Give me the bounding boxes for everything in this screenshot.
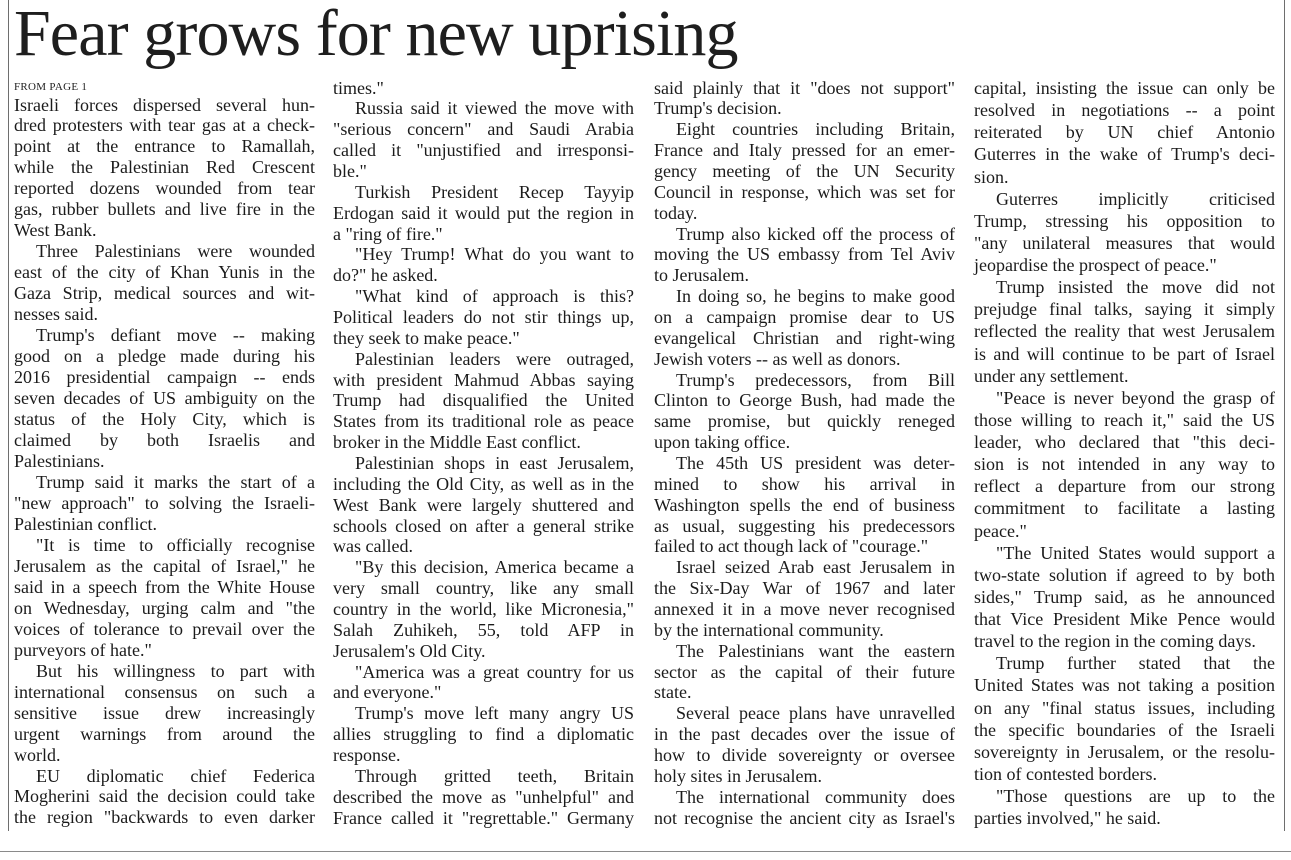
text-line: The international community does bbox=[676, 786, 955, 807]
paragraph bbox=[974, 77, 1275, 188]
headline: Fear grows for new uprising bbox=[14, 0, 738, 70]
text-line: upon taking office. bbox=[654, 432, 791, 453]
text-line: parties involved," he said. bbox=[974, 808, 1161, 829]
text-line: called it "unjustified and irresponsi- bbox=[333, 140, 634, 161]
paragraph bbox=[654, 641, 955, 704]
paragraph bbox=[974, 652, 1275, 785]
text-line: failed to act though lack of "courage." bbox=[654, 536, 929, 557]
text-line: sion. bbox=[974, 166, 1009, 187]
text-line: response. bbox=[333, 745, 401, 765]
text-line: times." bbox=[333, 77, 384, 98]
text-line: Trump's predecessors, from Bill bbox=[676, 369, 955, 390]
text-line: Trump also kicked off the process of bbox=[676, 223, 955, 244]
paragraph bbox=[333, 703, 634, 766]
text-line: Guterres in the wake of Trump's deci- bbox=[974, 144, 1275, 165]
text-line: holy sites in Jerusalem. bbox=[654, 765, 822, 786]
text-line: in the past decades over the issue of bbox=[654, 724, 955, 745]
text-line: broker in the Middle East conflict. bbox=[333, 432, 581, 453]
text-line: reiterated by UN chief Antonio bbox=[974, 122, 1275, 143]
text-line: Washington spells the end of business bbox=[654, 494, 955, 515]
text-line: said in a speech from the White House bbox=[14, 576, 315, 597]
paragraph bbox=[974, 188, 1275, 277]
text-line: But his willingness to part with bbox=[36, 660, 315, 681]
text-line: the region "backwards to even darker bbox=[14, 807, 315, 828]
text-line: Eight countries including Britain, bbox=[676, 119, 955, 140]
paragraph bbox=[14, 241, 315, 325]
text-line: Turkish President Recep Tayyip bbox=[355, 181, 634, 202]
text-line: sion is not intended in any way to bbox=[974, 454, 1275, 475]
text-line: Jerusalem's Old City. bbox=[333, 640, 486, 661]
paragraph bbox=[333, 98, 634, 181]
text-line: Trump, stressing his opposition to bbox=[974, 210, 1275, 231]
text-line: the specific boundaries of the Israeli bbox=[974, 719, 1275, 740]
paragraph bbox=[333, 662, 634, 704]
text-line: "America was a great country for us bbox=[355, 661, 634, 682]
text-line: with president Mahmud Abbas saying bbox=[333, 369, 634, 390]
jump-label: FROM PAGE 1 bbox=[14, 81, 88, 93]
article-column-3 bbox=[654, 78, 955, 829]
text-line: reflected the reality that west Jerusalem bbox=[974, 321, 1275, 342]
paragraph bbox=[654, 224, 955, 287]
article-column-1 bbox=[14, 80, 315, 828]
text-line: Jerusalem as the capital of Israel," he bbox=[14, 555, 315, 576]
text-line: Trump said it marks the start of a bbox=[36, 471, 315, 492]
text-line: resolved in negotiations -- a point bbox=[974, 100, 1275, 121]
text-line: state. bbox=[654, 682, 692, 703]
text-line: Guterres implicitly criticised bbox=[996, 188, 1275, 209]
paragraph bbox=[654, 370, 955, 453]
text-line: travel to the region in the coming days. bbox=[974, 631, 1256, 652]
text-line: moving the US embassy from Tel Aviv bbox=[654, 244, 955, 265]
text-line: while the Palestinian Red Crescent bbox=[14, 157, 315, 178]
paragraph bbox=[974, 276, 1275, 387]
paragraph bbox=[333, 453, 634, 557]
text-line: not recognise the ancient city as Israel's bbox=[654, 807, 955, 828]
article-column-4 bbox=[974, 77, 1275, 829]
text-line: leader, who declared that "this deci- bbox=[974, 432, 1275, 452]
text-line: two-state solution if agreed to by both bbox=[974, 564, 1275, 585]
text-line: "Hey Trump! What do you want to bbox=[355, 244, 634, 265]
text-line: "What kind of approach is this? bbox=[355, 286, 634, 307]
text-line: "serious concern" and Saudi Arabia bbox=[333, 119, 634, 140]
text-line: EU diplomatic chief Federica bbox=[36, 765, 315, 786]
text-line: sensitive issue drew increasingly bbox=[14, 702, 315, 723]
paragraph bbox=[654, 78, 955, 120]
text-line: "By this decision, America became a bbox=[355, 557, 634, 578]
text-line: urgent warnings from around the bbox=[14, 723, 315, 744]
paragraph bbox=[654, 119, 955, 223]
text-line: to Jerusalem. bbox=[654, 265, 749, 286]
text-line: Palestinian conflict. bbox=[14, 513, 157, 534]
text-line: West Bank were largely shuttered and bbox=[333, 494, 634, 515]
text-line: jeopardise the prospect of peace." bbox=[974, 255, 1217, 275]
paragraph bbox=[333, 78, 634, 99]
text-line: Three Palestinians were wounded bbox=[36, 241, 315, 262]
text-line: "new approach" to solving the Israeli- bbox=[14, 492, 315, 513]
text-line: Russia said it viewed the move with bbox=[355, 98, 634, 119]
text-line: good on a pledge made during his bbox=[14, 346, 315, 367]
text-line: Trump further stated that the bbox=[996, 653, 1275, 674]
text-line: on Wednesday, urging calm and "the bbox=[14, 597, 315, 618]
text-line: voices of tolerance to prevail over the bbox=[14, 618, 315, 639]
text-line: on a campaign promise dear to US bbox=[654, 306, 955, 327]
text-line: sector as the capital of their future bbox=[654, 661, 955, 682]
text-line: by the international community. bbox=[654, 619, 884, 640]
text-line: prejudge final talks, saying it simply bbox=[974, 299, 1275, 320]
text-line: was called. bbox=[333, 536, 413, 557]
text-line: very small country, like any small bbox=[333, 578, 634, 599]
text-line: Israel seized Arab east Jerusalem in bbox=[676, 557, 955, 578]
text-line: "The United States would support a bbox=[996, 542, 1275, 563]
text-line: gas, rubber bullets and live fire in the bbox=[14, 199, 315, 220]
text-line: Council in response, which was set for bbox=[654, 181, 955, 202]
text-line: Palestinian shops in east Jerusalem, bbox=[355, 452, 634, 473]
text-line: annexed it in a move never recognised bbox=[654, 598, 955, 619]
text-line: reflect a departure from our strong bbox=[974, 476, 1275, 497]
text-line: including the Old City, as well as in the bbox=[333, 473, 634, 494]
text-line: the Six-Day War of 1967 and later bbox=[654, 578, 955, 599]
text-line: Trump's defiant move -- making bbox=[36, 325, 315, 346]
text-line: Jewish voters -- as well as donors. bbox=[654, 348, 901, 369]
text-line: and everyone." bbox=[333, 682, 442, 703]
text-line: commitment to facilitate a lasting bbox=[974, 498, 1275, 519]
text-line: on any "final status issues, including bbox=[974, 697, 1275, 718]
text-line: Palestinian leaders were outraged, bbox=[355, 348, 634, 369]
paragraph bbox=[14, 535, 315, 661]
text-line: gency meeting of the UN Security bbox=[654, 160, 955, 181]
text-line: Salah Zuhikeh, 55, told AFP in bbox=[333, 619, 634, 640]
paragraph bbox=[974, 785, 1275, 829]
paragraph bbox=[14, 95, 315, 242]
text-line: purveyors of hate." bbox=[14, 639, 152, 660]
article-column-2 bbox=[333, 78, 634, 829]
text-line: tion of contested borders. bbox=[974, 763, 1157, 784]
paragraph bbox=[333, 244, 634, 286]
text-line: do?" he asked. bbox=[333, 265, 438, 286]
text-line: West Bank. bbox=[14, 220, 97, 241]
text-line: Mogherini said the decision could take bbox=[14, 786, 315, 807]
bottom-border-line bbox=[0, 851, 1291, 852]
text-line: said plainly that it "does not support" bbox=[654, 77, 955, 98]
text-line: evangelical Christian and right-wing bbox=[654, 327, 955, 348]
text-line: sovereignty in Jerusalem, or the resolu- bbox=[974, 741, 1275, 762]
paragraph bbox=[14, 766, 315, 829]
text-line: The 45th US president was deter- bbox=[676, 452, 955, 473]
text-line: Trump's move left many angry US bbox=[355, 703, 634, 724]
right-border-line bbox=[1284, 0, 1285, 831]
paragraph bbox=[333, 286, 634, 349]
text-line: as usual, suggesting his predecessors bbox=[654, 515, 955, 536]
text-line: "It is time to officially recognise bbox=[36, 534, 315, 555]
text-line: schools closed on after a general strike bbox=[333, 515, 634, 536]
text-line: world. bbox=[14, 744, 61, 765]
paragraph bbox=[974, 387, 1275, 542]
text-line: same promise, but quickly reneged bbox=[654, 411, 955, 432]
paragraph bbox=[974, 542, 1275, 653]
text-line: Erdogan said it would put the region in bbox=[333, 202, 634, 223]
text-line: that Vice President Mike Pence would bbox=[974, 609, 1275, 629]
text-line: States from its traditional role as peace bbox=[333, 411, 634, 432]
text-line: United States was not taking a position bbox=[974, 675, 1275, 696]
paragraph bbox=[654, 286, 955, 369]
text-line: dred protesters with tear gas at a check- bbox=[14, 115, 315, 136]
text-line: reported dozens wounded from tear bbox=[14, 178, 315, 199]
text-line: those willing to reach it," said the US bbox=[974, 409, 1275, 430]
paragraph bbox=[14, 472, 315, 535]
paragraph bbox=[654, 703, 955, 786]
text-line: ble." bbox=[333, 160, 367, 181]
text-line: they seek to make peace." bbox=[333, 327, 520, 348]
text-line: mined to show his arrival in bbox=[654, 473, 955, 494]
text-line: The Palestinians want the eastern bbox=[676, 640, 955, 661]
paragraph bbox=[333, 766, 634, 829]
text-line: country in the world, like Micronesia," bbox=[333, 598, 634, 619]
text-line: under any settlement. bbox=[974, 365, 1129, 386]
text-line: described the move as "unhelpful" and bbox=[333, 786, 634, 807]
text-line: a "ring of fire." bbox=[333, 223, 443, 244]
paragraph bbox=[14, 325, 315, 472]
text-line: point at the entrance to Ramallah, bbox=[14, 136, 315, 157]
text-line: France and Italy pressed for an emer- bbox=[654, 140, 955, 161]
paragraph bbox=[333, 182, 634, 245]
text-line: is and will continue to be part of Israel bbox=[974, 343, 1275, 364]
text-line: capital, insisting the issue can only be bbox=[974, 78, 1275, 98]
paragraph bbox=[654, 453, 955, 557]
text-line: France called it "regrettable." Germany bbox=[333, 807, 634, 828]
text-line: Palestinians. bbox=[14, 450, 105, 471]
text-line: Gaza Strip, medical sources and wit- bbox=[14, 283, 315, 304]
text-line: Trump insisted the move did not bbox=[996, 277, 1275, 298]
text-line: Trump had disqualified the United bbox=[333, 390, 634, 411]
text-line: Political leaders do not stir things up, bbox=[333, 306, 634, 327]
paragraph bbox=[654, 787, 955, 829]
text-line: status of the Holy City, which is bbox=[14, 409, 315, 430]
text-line: seven decades of US ambiguity on the bbox=[14, 388, 315, 409]
text-line: how to divide sovereignty or oversee bbox=[654, 745, 955, 765]
text-line: "Those questions are up to the bbox=[996, 786, 1275, 806]
text-line: Israeli forces dispersed several hun- bbox=[14, 94, 315, 115]
text-line: peace." bbox=[974, 520, 1027, 541]
text-line: east of the city of Khan Yunis in the bbox=[14, 262, 315, 283]
text-line: allies struggling to find a diplomatic bbox=[333, 724, 634, 745]
left-border-line bbox=[8, 0, 9, 831]
text-line: sides," Trump said, as he announced bbox=[974, 586, 1275, 607]
text-line: Clinton to George Bush, had made the bbox=[654, 390, 955, 411]
text-line: Trump's decision. bbox=[654, 98, 782, 119]
text-line: 2016 presidential campaign -- ends bbox=[14, 367, 315, 388]
text-line: nesses said. bbox=[14, 304, 98, 325]
text-line: Several peace plans have unravelled bbox=[676, 703, 955, 724]
text-line: "any unilateral measures that would bbox=[974, 232, 1275, 253]
paragraph bbox=[333, 557, 634, 661]
text-line: In doing so, he begins to make good bbox=[676, 286, 955, 307]
text-line: today. bbox=[654, 202, 698, 223]
paragraph bbox=[654, 557, 955, 640]
text-line: international consensus on such a bbox=[14, 681, 315, 702]
text-line: Through gritted teeth, Britain bbox=[355, 765, 634, 786]
paragraph bbox=[14, 661, 315, 766]
paragraph bbox=[333, 349, 634, 453]
text-line: "Peace is never beyond the grasp of bbox=[996, 387, 1275, 408]
text-line: claimed by both Israelis and bbox=[14, 430, 315, 450]
